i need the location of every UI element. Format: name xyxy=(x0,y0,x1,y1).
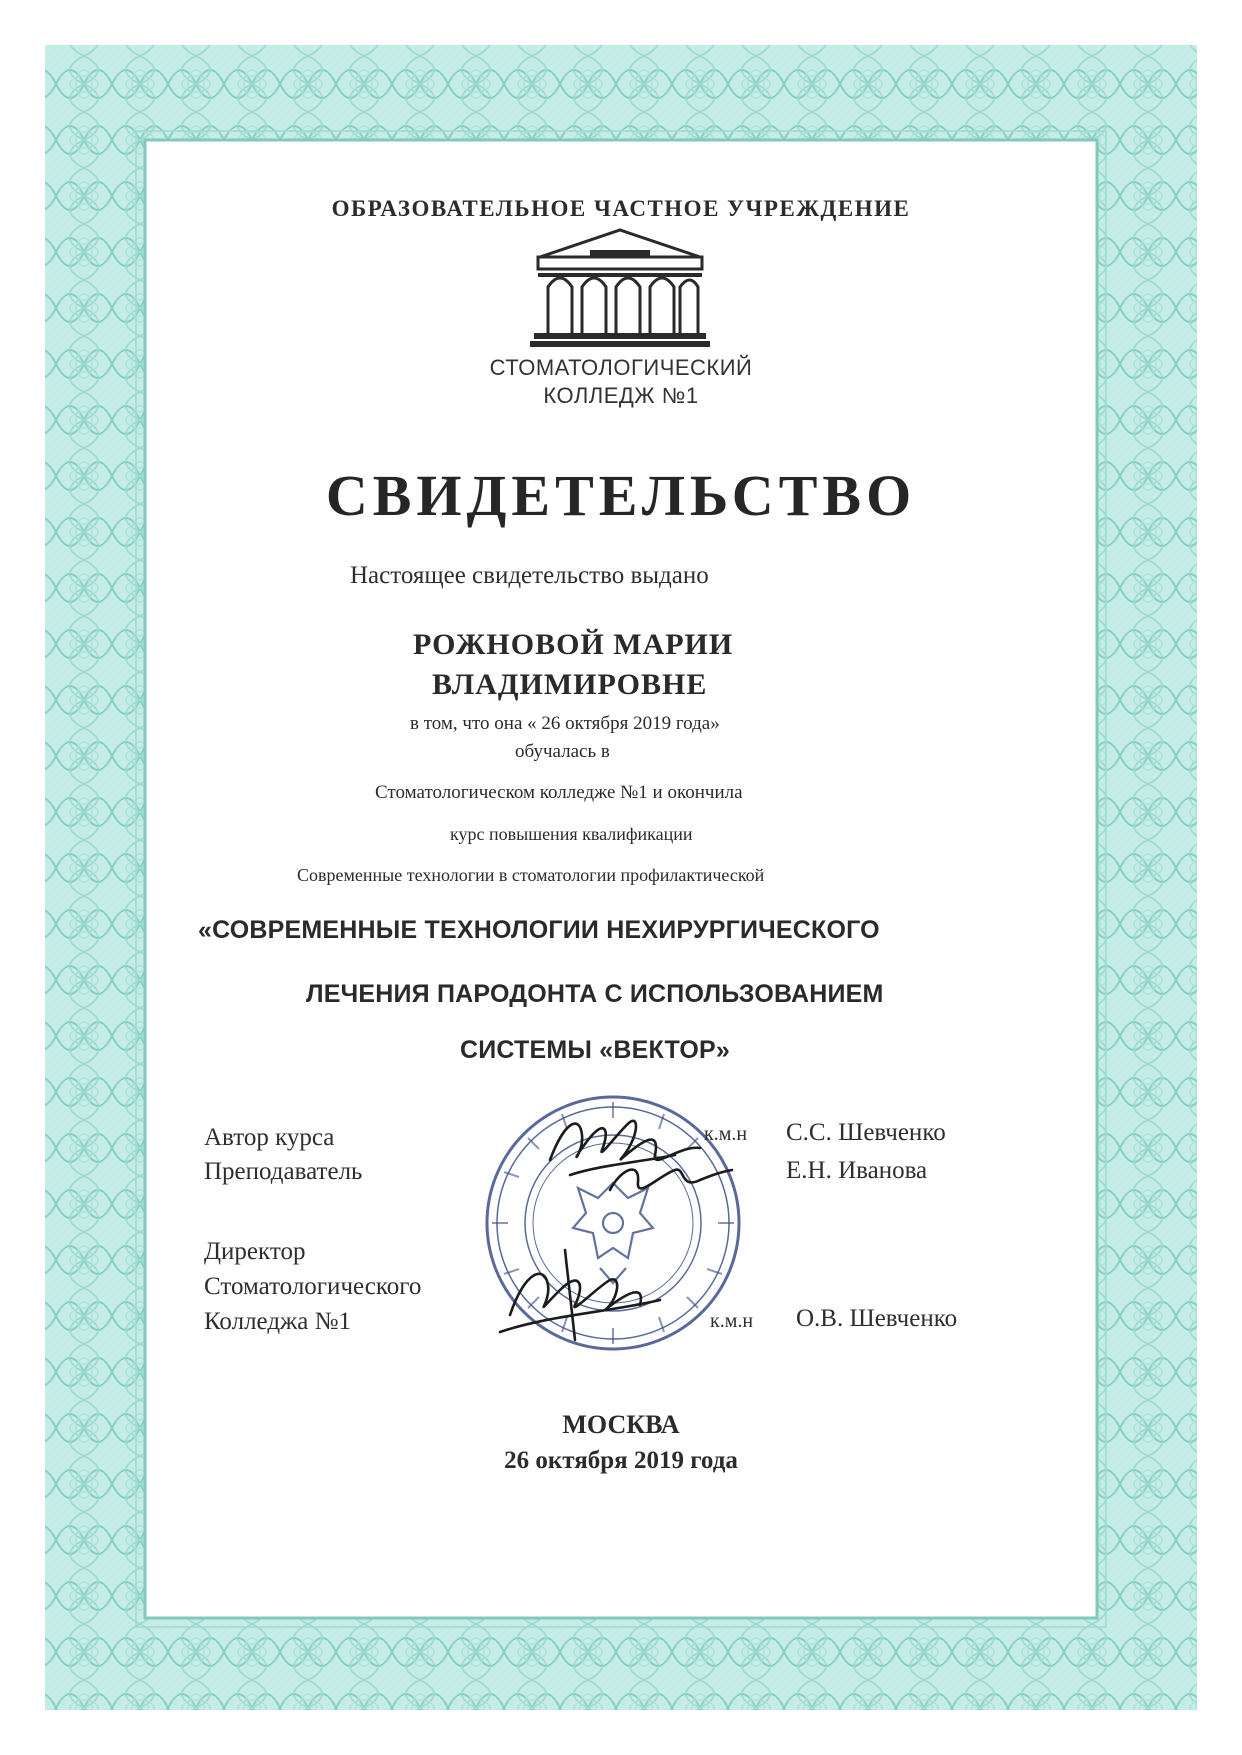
document-title: СВИДЕТЕЛЬСТВО xyxy=(325,463,917,528)
course-type: курс повышения квалификации xyxy=(450,824,693,844)
completion-date-line: в том, что она « 26 октября 2019 года» xyxy=(410,713,720,734)
colonnade-building-icon xyxy=(530,225,710,350)
director-name: О.В. Шевченко xyxy=(796,1305,958,1332)
issue-date: 26 октября 2019 года xyxy=(504,1447,738,1474)
teacher-label: Преподаватель xyxy=(204,1158,363,1185)
course-title-line2: ЛЕЧЕНИЯ ПАРОДОНТА С ИСПОЛЬЗОВАНИЕМ xyxy=(306,980,884,1008)
recipient-name-line2: ВЛАДИМИРОВНЕ xyxy=(432,668,708,701)
studied-line: обучалась в xyxy=(515,741,610,762)
issued-text: Настоящее свидетельство выдано xyxy=(350,562,709,589)
course-title-line3: СИСТЕМЫ «ВЕКТОР» xyxy=(460,1036,731,1064)
college-line: Стоматологическом колледже №1 и окончила xyxy=(375,782,743,803)
author-label: Автор курса xyxy=(204,1124,335,1151)
author-name: С.С. Шевченко xyxy=(786,1119,946,1146)
teacher-name: Е.Н. Иванова xyxy=(786,1157,928,1184)
college-name-line1: СТОМАТОЛОГИЧЕСКИЙ xyxy=(489,355,753,380)
director-label-line2: Стоматологического xyxy=(204,1273,422,1300)
institution-header: ОБРАЗОВАТЕЛЬНОЕ ЧАСТНОЕ УЧРЕЖДЕНИЕ xyxy=(331,196,911,221)
director-label-line1: Директор xyxy=(204,1238,306,1265)
course-title-line1: «СОВРЕМЕННЫЕ ТЕХНОЛОГИИ НЕХИРУРГИЧЕСКОГО xyxy=(198,916,880,944)
course-field: Современные технологии в стоматологии профилактической xyxy=(297,865,765,885)
college-name-line2: КОЛЛЕДЖ №1 xyxy=(543,383,699,408)
author-degree: к.м.н xyxy=(704,1123,748,1145)
director-degree: к.м.н xyxy=(710,1310,754,1332)
issue-city: МОСКВА xyxy=(562,1410,680,1439)
director-label-line3: Колледжа №1 xyxy=(204,1308,352,1335)
recipient-name-line1: РОЖНОВОЙ МАРИИ xyxy=(413,628,734,661)
